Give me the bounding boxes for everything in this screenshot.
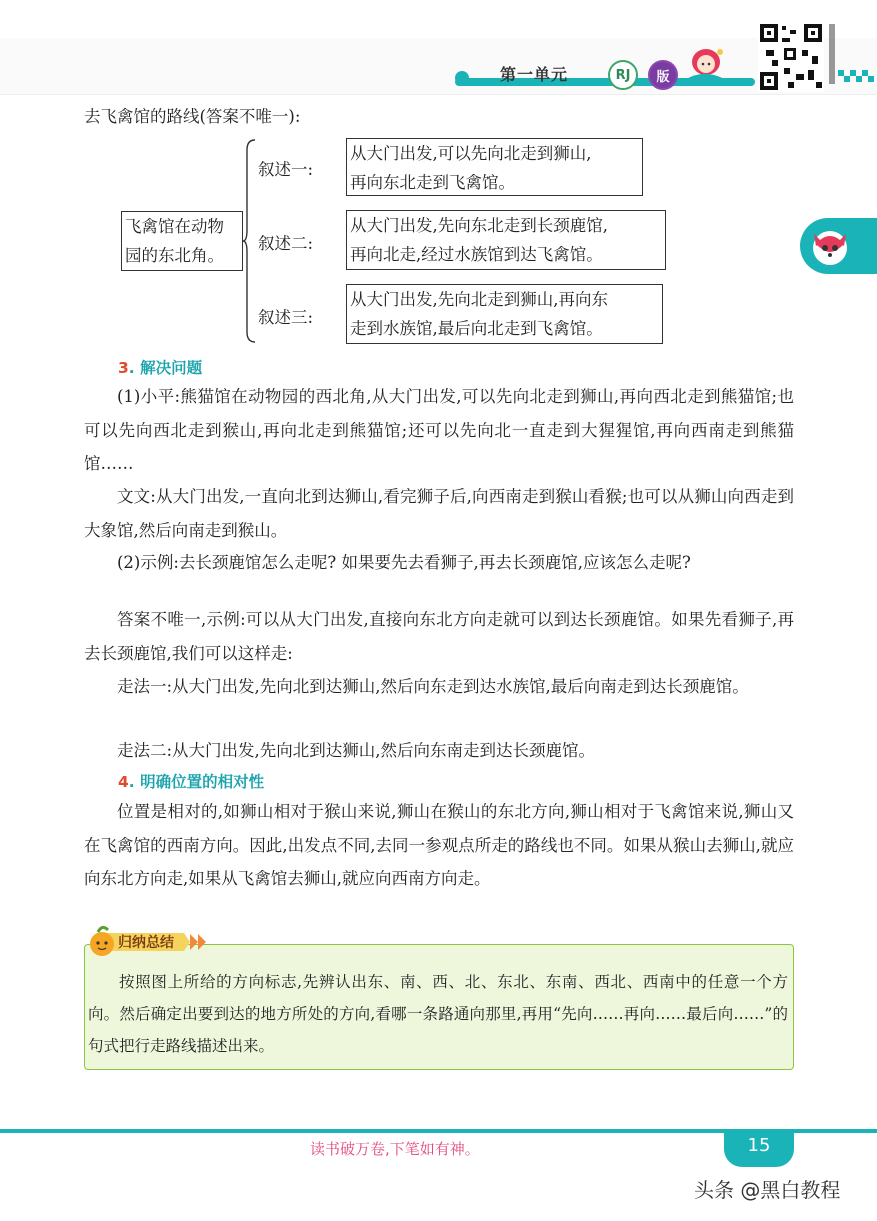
route-box-3-line-2: 走到水族馆,最后向北走到飞禽馆。 bbox=[350, 319, 603, 338]
route-box-1-line-1: 从大门出发,可以先向北走到狮山, bbox=[350, 144, 592, 163]
route-start-line-1: 飞禽馆在动物 bbox=[125, 217, 224, 236]
qr-code-icon[interactable] bbox=[758, 22, 824, 92]
route-brace bbox=[242, 138, 256, 344]
route-box-2-line-1: 从大门出发,先向东北走到长颈鹿馆, bbox=[350, 216, 608, 235]
route-box-2-line-2: 再向北走,经过水族馆到达飞禽馆。 bbox=[350, 245, 603, 264]
unit-title: 第一单元 bbox=[500, 65, 569, 84]
section3-para-4: 答案不唯一,示例:可以从大门出发,直接向东北方向走就可以到达长颈鹿馆。如果先看狮子,再去长颈鹿馆,我们可以这样走: bbox=[84, 610, 794, 663]
summary-text: 按照图上所给的方向标志,先辨认出东、南、西、北、东北、东南、西北、西南中的任意一个方向。然后确定出要到达的地方所处的方向,看哪一条路通向那里,再用“先向……再向……最后向……”的句式把行走路线描述出来。 bbox=[88, 973, 788, 1055]
header-checker-decoration bbox=[838, 70, 874, 82]
section4-number: 4 bbox=[118, 773, 129, 791]
section3-para-5: 走法一:从大门出发,先向北到达狮山,然后向东走到达水族馆,最后向南走到达长颈鹿馆。 bbox=[117, 677, 749, 696]
route-start-line-2: 园的东北角。 bbox=[125, 246, 224, 265]
section3-para-6: 走法二:从大门出发,先向北到达狮山,然后向东南走到达长颈鹿馆。 bbox=[117, 741, 596, 760]
edition-badge: RJ bbox=[608, 60, 638, 90]
route-box-1 bbox=[346, 138, 643, 196]
footer-motto: 读书破万卷,下笔如有神。 bbox=[310, 1140, 480, 1158]
section3-para-2: 文文:从大门出发,一直向北到达狮山,看完狮子后,向西南走到猴山看猴;也可以从狮山向西走到大象馆,然后向南走到猴山。 bbox=[84, 487, 794, 540]
qr-caption-strip bbox=[829, 24, 835, 84]
summary-tag: 归纳总结 bbox=[118, 935, 174, 951]
section3-number: 3 bbox=[118, 359, 129, 377]
section4-para-1: 位置是相对的,如狮山相对于猴山来说,狮山在猴山的东北方向,狮山相对于飞禽馆来说,狮山又在飞禽馆的西南方向。因此,出发点不同,去同一参观点所走的路线也不同。如果从猴山去狮山,就应向东北方向走,如果从飞禽馆去狮山,就应向西南方向走。 bbox=[84, 802, 794, 888]
section3-para-3: (2)示例:去长颈鹿馆怎么走呢? 如果要先去看狮子,再去长颈鹿馆,应该怎么走呢? bbox=[117, 553, 691, 572]
fruit-mascot-icon bbox=[84, 924, 120, 958]
fox-mascot-icon bbox=[806, 222, 854, 270]
route-box-1-line-2: 再向东北走到飞禽馆。 bbox=[350, 173, 515, 192]
source-watermark: 头条 @黑白教程 bbox=[694, 1178, 841, 1202]
page-number: 15 bbox=[747, 1135, 771, 1156]
header-dot bbox=[455, 71, 469, 85]
route-label-1: 叙述一: bbox=[258, 160, 314, 179]
section3-para-1: (1)小平:熊猫馆在动物园的西北角,从大门出发,可以先向北走到狮山,再向西北走到熊猫馆;也可以先向西北走到猴山,再向北走到熊猫馆;还可以先向北一直走到大猩猩馆,再向西南走到熊猫馆…… bbox=[84, 387, 794, 473]
section3-title: . 解决问题 bbox=[128, 359, 203, 377]
route-label-3: 叙述三: bbox=[258, 308, 314, 327]
section4-title: . 明确位置的相对性 bbox=[128, 773, 265, 791]
section3-heading bbox=[118, 356, 202, 378]
route-box-3-line-1: 从大门出发,先向北走到狮山,再向东 bbox=[350, 290, 608, 309]
route-label-2: 叙述二: bbox=[258, 234, 314, 253]
mascot-girl-icon bbox=[676, 42, 736, 90]
section4-heading bbox=[118, 770, 264, 792]
route-start-box bbox=[121, 211, 243, 271]
header-band bbox=[0, 38, 877, 95]
route-box-2 bbox=[346, 210, 666, 270]
route-box-3 bbox=[346, 284, 663, 344]
version-badge: 版 bbox=[648, 60, 678, 90]
route-intro: 去飞禽馆的路线(答案不唯一): bbox=[84, 107, 301, 126]
